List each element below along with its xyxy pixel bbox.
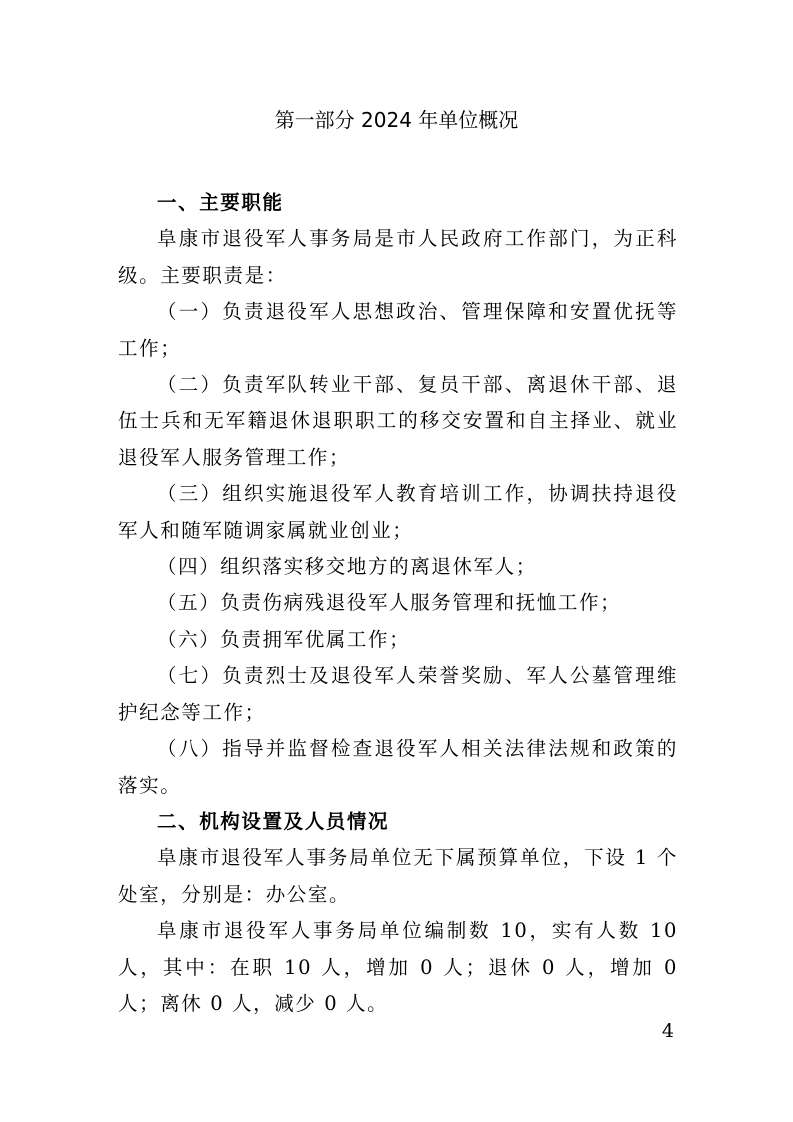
page-title: 第一部分 2024 年单位概况 [274, 108, 519, 132]
functions-item-2: （二）负责军队转业干部、复员干部、离退休干部、退伍士兵和无军籍退休退职职工的移交安置和自主择业、就业退役军人服务管理工作； [118, 373, 678, 469]
functions-item-3: （三）组织实施退役军人教育培训工作，协调扶持退役军人和随军随调家属就业创业； [118, 482, 678, 542]
structure-paragraph-1: 阜康市退役军人事务局单位无下属预算单位，下设 1 个处室，分别是：办公室。 [118, 846, 678, 906]
page-number: 4 [661, 1020, 674, 1042]
functions-intro-paragraph: 阜康市退役军人事务局是市人民政府工作部门，为正科级。主要职责是： [118, 227, 678, 287]
section-heading-structure: 二、机构设置及人员情况 [157, 809, 390, 833]
functions-item-4: （四）组织落实移交地方的离退休军人； [157, 555, 537, 579]
functions-item-6: （六）负责拥军优属工作； [157, 627, 411, 651]
functions-item-8: （八）指导并监督检查退役军人相关法律法规和政策的落实。 [118, 737, 678, 797]
functions-item-7: （七）负责烈士及退役军人荣誉奖励、军人公墓管理维护纪念等工作； [118, 664, 678, 724]
functions-item-5: （五）负责伤病残退役军人服务管理和抚恤工作； [157, 591, 622, 615]
section-heading-functions: 一、主要职能 [157, 191, 284, 214]
structure-paragraph-2: 阜康市退役军人事务局单位编制数 10，实有人数 10 人，其中：在职 10 人，增加 0 人；退休 0 人，增加 0 人；离休 0 人，减少 0 人。 [118, 919, 678, 1015]
functions-item-1: （一）负责退役军人思想政治、管理保障和安置优抚等工作； [118, 300, 678, 360]
document-body [118, 185, 678, 1022]
